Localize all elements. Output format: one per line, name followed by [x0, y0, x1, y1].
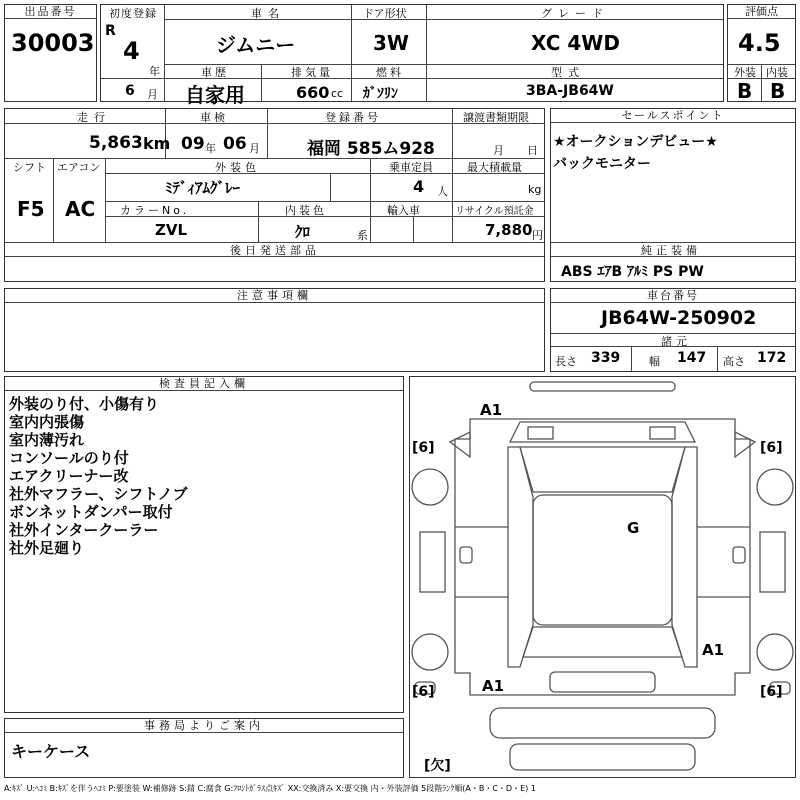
damage-mark-g: G — [627, 519, 640, 537]
mileage-value: 5,863 — [89, 133, 143, 153]
sales-line-1: ★オークションデビュー★ — [553, 134, 718, 150]
sales-box — [550, 108, 796, 282]
displacement-unit: cc — [331, 87, 344, 100]
aircon-label: エアコン — [57, 161, 101, 174]
tire-depth-rl: [6] — [412, 684, 435, 700]
spec-row-box — [100, 4, 724, 107]
door-value: 3W — [373, 31, 409, 55]
recycle-label: リサイクル預託金 — [455, 206, 534, 217]
spare-missing: [欠] — [424, 758, 451, 774]
tire-depth-rr: [6] — [760, 684, 783, 700]
transfer-month-unit: 月 — [493, 144, 504, 157]
int-color-label: 内装色 — [285, 204, 327, 217]
exterior-label: 外装 — [734, 66, 756, 79]
inspection-year-unit: 年 — [205, 142, 216, 155]
spec-label: 諸元 — [661, 335, 691, 348]
notes-box — [4, 288, 545, 372]
inspection-label: 車検 — [200, 111, 228, 124]
ext-color-label: 外装色 — [215, 161, 260, 174]
displacement-label: 排気量 — [291, 66, 333, 79]
inspector-lines — [9, 395, 188, 557]
capacity-label: 乗車定員 — [389, 161, 433, 174]
inspection-month: 06 — [223, 134, 247, 154]
height-value: 172 — [757, 350, 787, 366]
later-parts-label: 後日発送部品 — [230, 244, 320, 257]
inspector-line: 外装のり付、小傷有り — [9, 395, 160, 413]
inspector-line: 社外足廻り — [9, 539, 85, 557]
transfer-day-unit: 日 — [527, 144, 538, 157]
interior-value: B — [770, 79, 786, 103]
inspection-year: 09 — [181, 134, 205, 154]
damage-mark-a1-front: A1 — [480, 401, 503, 419]
notes-label: 注意事項欄 — [5, 289, 544, 303]
grade-label: グレード — [541, 7, 609, 20]
capacity-value: 4 — [413, 177, 425, 196]
inspector-line: 室内内張傷 — [9, 413, 85, 431]
score-box — [727, 4, 796, 102]
inspector-line: 室内薄汚れ — [9, 431, 85, 449]
details-box — [4, 108, 545, 282]
shift-label: シフト — [13, 161, 46, 174]
inspector-box — [4, 376, 404, 713]
grade-value: XC 4WD — [531, 31, 620, 55]
mileage-label: 走行 — [77, 111, 111, 124]
damage-mark-a1-rear: A1 — [482, 677, 505, 695]
length-label: 長さ — [555, 355, 577, 368]
width-value: 147 — [677, 350, 707, 366]
month-unit: 月 — [147, 88, 158, 101]
int-color-value: ｸﾛ — [295, 223, 311, 241]
exterior-value: B — [737, 79, 753, 103]
max-load-label: 最大積載量 — [467, 161, 522, 174]
office-box — [4, 718, 404, 778]
displacement-value: 660 — [296, 83, 330, 102]
score-value: 4.5 — [738, 29, 781, 57]
office-value: キーケース — [11, 742, 91, 761]
door-label: ドア形状 — [363, 7, 407, 20]
tire-depth-fl: [6] — [412, 440, 435, 456]
lot-number: 30003 — [11, 29, 95, 57]
equipment-label: 純正装備 — [641, 244, 701, 257]
inspector-line: コンソールのり付 — [9, 449, 129, 467]
car-diagram — [410, 377, 794, 776]
fuel-value: ｶﾞｿﾘﾝ — [363, 86, 398, 102]
lot-label: 出品番号 — [5, 5, 96, 19]
color-no-value: ZVL — [155, 221, 188, 239]
capacity-unit: 人 — [437, 185, 448, 198]
inspector-line: 社外マフラー、シフトノブ — [9, 485, 188, 503]
inspection-month-unit: 月 — [249, 142, 260, 155]
sales-line-2: バックモニター — [553, 156, 651, 172]
fuel-label: 燃料 — [376, 66, 404, 79]
length-value: 339 — [591, 350, 621, 366]
width-label: 幅 — [649, 355, 660, 368]
first-reg-label: 初度登録 — [109, 7, 157, 20]
shift-value: F5 — [17, 197, 45, 221]
aircon-value: AC — [65, 197, 96, 221]
plate-value: 福岡 585ム928 — [307, 139, 435, 159]
car-name-label: 車名 — [251, 7, 285, 20]
model-value: 3BA-JB64W — [526, 83, 614, 99]
history-value: 自家用 — [185, 83, 245, 107]
era: R — [105, 23, 116, 39]
mileage-unit: km — [143, 134, 171, 153]
chassis-value: JB64W-250902 — [601, 307, 757, 329]
damage-mark-a1-right: A1 — [702, 641, 725, 659]
inspector-line: 社外インタークーラー — [9, 521, 159, 539]
score-label: 評価点 — [728, 5, 795, 19]
plate-label: 登録番号 — [325, 111, 381, 124]
year-unit: 年 — [149, 65, 160, 78]
height-label: 高さ — [723, 355, 745, 368]
inspector-line: エアクリーナー改 — [9, 467, 129, 485]
equipment-value: ABS ｴｱB ｱﾙﾐ PS PW — [561, 264, 704, 280]
max-load-unit: kg — [528, 183, 542, 196]
color-no-label: カラーNo. — [120, 204, 190, 217]
transfer-label: 譲渡書類期限 — [463, 111, 529, 124]
chassis-label: 車台番号 — [551, 289, 795, 303]
history-label: 車歴 — [201, 66, 229, 79]
recycle-value: 7,880 — [485, 221, 533, 239]
recycle-unit: 円 — [532, 229, 543, 242]
first-reg-month: 6 — [125, 83, 135, 99]
model-label: 型式 — [551, 66, 585, 79]
first-reg-year: 4 — [123, 37, 140, 65]
import-label: 輸入車 — [387, 204, 420, 217]
office-label: 事務局よりご案内 — [5, 719, 403, 733]
tire-depth-fr: [6] — [760, 440, 783, 456]
inspector-label: 検査員記入欄 — [5, 377, 403, 391]
car-diagram-box — [409, 376, 796, 778]
interior-label: 内装 — [766, 66, 788, 79]
int-color-unit: 系 — [357, 229, 368, 242]
inspector-line: ボンネットダンパー取付 — [9, 503, 173, 521]
car-name: ジムニー — [216, 33, 296, 57]
lot-box — [4, 4, 97, 102]
ext-color-value: ﾐﾃﾞｨｱﾑｸﾞﾚｰ — [165, 179, 241, 197]
legend: A:ｷｽﾞ U:ﾍｺﾐ B:ｷｽﾞを伴うﾍｺﾐ P:要塗装 W:補修跡 S:錆 C:腐食 G:ﾌﾛﾝﾄｶﾞﾗｽ点ｷｽﾞ XX:交換済み X:要交換 内・外装評価 5段階ﾗﾝｸ順(A・B・C・D・E) 1 — [4, 784, 536, 793]
sales-label: セールスポイント — [551, 109, 795, 123]
chassis-box — [550, 288, 796, 372]
